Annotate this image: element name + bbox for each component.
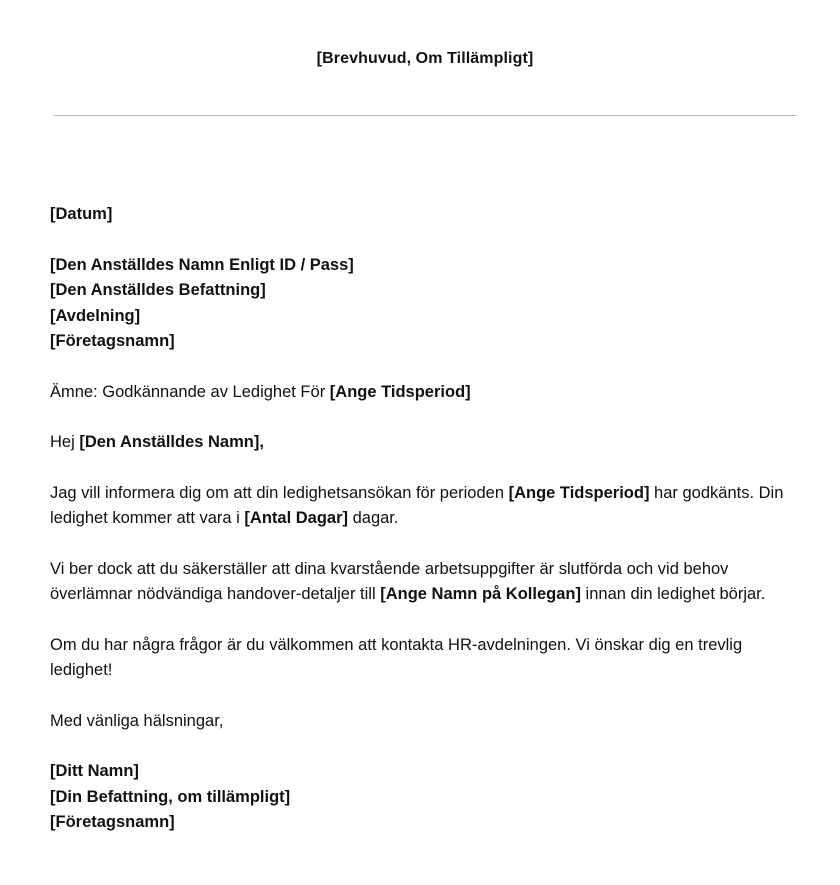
paragraph-approval-text-3: dagar. (348, 509, 399, 527)
recipient-department: [Avdelning] (50, 306, 141, 325)
letterhead-divider (54, 115, 796, 116)
paragraph-approval-text-1: Jag vill informera dig om att din ledighetsansökan för perioden (50, 483, 509, 502)
paragraph-handover-text-2: innan din ledighet börjar. (580, 585, 766, 603)
signature-name: [Ditt Namn] (50, 762, 139, 780)
subject-period: [Ange Tidsperiod] (329, 382, 471, 401)
letterhead-title: [Brevhuvud, Om Tillämpligt] (316, 50, 534, 67)
greeting-line (50, 430, 790, 456)
recipient-name: [Den Anställdes Namn Enligt ID / Pass] (50, 255, 354, 274)
recipient-position: [Den Anställdes Befattning] (50, 281, 266, 299)
subject-prefix: Ämne: Godkännande av Ledighet För (50, 382, 330, 401)
paragraph-approval-period: [Ange Tidsperiod] (508, 483, 650, 502)
greeting-prefix: Hej (50, 433, 80, 451)
signature-block (50, 759, 790, 836)
paragraph-handover (50, 557, 790, 608)
paragraph-approval (50, 481, 790, 532)
greeting-name: [Den Anställdes Namn], (79, 433, 264, 451)
recipient-company: [Företagsnamn] (50, 332, 175, 350)
closing-line: Med vänliga hälsningar, (50, 711, 224, 730)
subject-line (50, 380, 790, 406)
letter-body (50, 202, 790, 861)
recipient-block (50, 253, 790, 355)
paragraph-contact: Om du har några frågor är du välkommen att kontakta HR-avdelningen. Vi önskar dig en trevlig ledighet! (50, 635, 743, 679)
signature-company: [Företagsnamn] (50, 813, 175, 831)
paragraph-handover-colleague: [Ange Namn på Kollegan] (380, 585, 581, 603)
date-line (50, 202, 790, 228)
signature-position: [Din Befattning, om tillämpligt] (50, 787, 291, 806)
paragraph-handover-text-1: Vi ber dock att du säkerställer att dina kvarstående arbetsuppgifter är slutförda och vid behov överlämnar nödvändiga handover-detaljer till (50, 559, 729, 603)
paragraph-approval-text-2: har godkänts. Din ledighet kommer att vara i (50, 483, 784, 527)
date: [Datum] (50, 205, 113, 223)
paragraph-approval-days: [Antal Dagar] (244, 509, 349, 527)
